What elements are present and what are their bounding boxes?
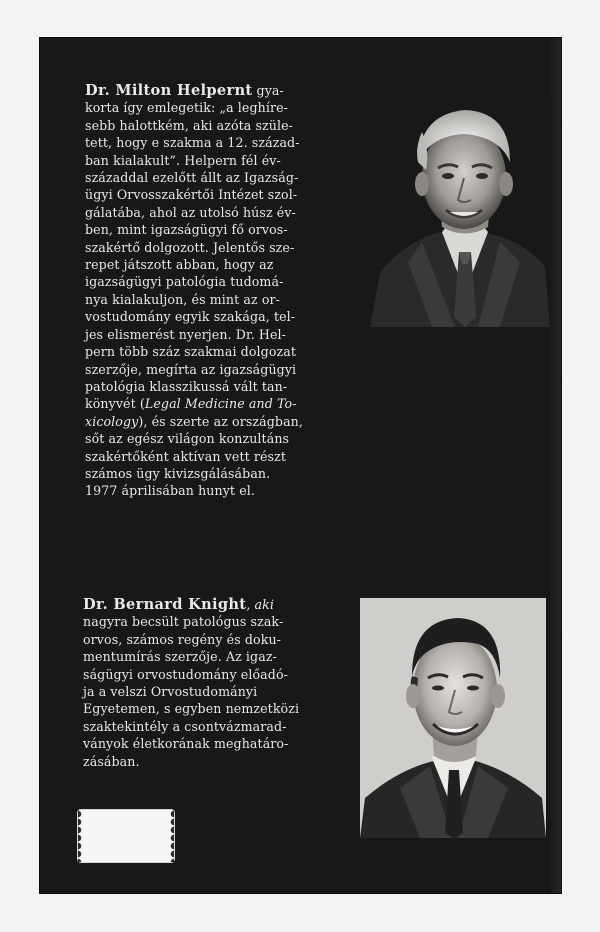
knight-name: Dr. Bernard Knight [83, 596, 247, 613]
helpern-bio-line: igazságügyi patológia tudomá- [85, 274, 284, 290]
helpern-bio-text: könyvét ( [85, 396, 145, 412]
helpern-bio-line: sőt az egész világon konzultáns [85, 431, 290, 447]
helpern-bio-text: ), és szerte az országban, [138, 413, 303, 429]
knight-bio-line: Egyetemen, s egyben nemzetközi [83, 701, 300, 717]
knight-portrait [360, 598, 546, 838]
helpern-name: Dr. Milton Helpernt [85, 82, 253, 99]
knight-bio-line: ványok életkorának meghatáro- [83, 736, 289, 752]
helpern-bio-line: jes elismerést nyerjen. Dr. Hel- [85, 326, 287, 342]
helpern-bio-line: ügyi Orvosszakértői Intézet szol- [85, 187, 298, 203]
knight-bio-line: orvos, számos regény és doku- [83, 631, 282, 647]
helpern-bio-line: gálatába, ahol az utolsó húsz év- [85, 204, 296, 220]
knight-bio-text: , aki [246, 597, 274, 612]
helpern-bio-line-book [85, 395, 465, 412]
knight-bio-line: ja a velszi Orvostudományi [83, 684, 258, 700]
knight-bio-line: szaktekintély a csontvázmarad- [83, 718, 287, 734]
helpern-bio-line: szakértő dolgozott. Jelentős sze- [85, 239, 295, 255]
helpern-bio [85, 82, 465, 500]
helpern-bio-text: gya- [256, 83, 284, 98]
knight-bio-line: zásában. [83, 753, 140, 769]
knight-portrait-image [360, 598, 546, 838]
helpern-bio-line: 1977 áprilisában hunyt el. [85, 483, 255, 499]
helpern-bio-line: századdal ezelőtt állt az Igazság- [85, 170, 299, 186]
knight-bio-line-1 [83, 596, 358, 613]
helpern-bio-line: pern több száz szakmai dolgozat [85, 344, 297, 360]
helpern-bio-line: számos ügy kivizsgálásában. [85, 465, 271, 481]
helpern-bio-line: repet játszott abban, hogy az [85, 257, 274, 273]
helpern-bio-line: tett, hogy e szakma a 12. század- [85, 135, 300, 151]
helpern-bio-line: patológia klasszikussá vált tan- [85, 378, 288, 394]
price-sticker [78, 810, 174, 862]
knight-bio-line: nagyra becsült patológus szak- [83, 614, 284, 630]
helpern-bio-line-book-end [85, 413, 465, 430]
helpern-bio-line: vostudomány egyik szakága, tel- [85, 309, 296, 325]
helpern-bio-line: sebb halottkém, aki azóta szüle- [85, 117, 294, 133]
helpern-bio-line: szerzője, megírta az igazságügyi [85, 361, 297, 377]
helpern-bio-line: korta így emlegetik: „a leghíre- [85, 100, 289, 116]
helpern-bio-line: szakértőként aktívan vett részt [85, 448, 287, 464]
knight-bio-line: mentumírás szerzője. Az igaz- [83, 649, 277, 665]
helpern-bio-line-1 [85, 82, 465, 99]
knight-bio [83, 596, 358, 770]
book-title-part: Legal Medicine and To- [144, 396, 297, 412]
helpern-bio-line: ben, mint igazságügyi fő orvos- [85, 222, 288, 238]
book-title-part: xicology [85, 413, 139, 429]
helpern-bio-line: ban kialakult”. Helpern fél év- [85, 152, 281, 168]
helpern-bio-line: nya kialakuljon, és mint az or- [85, 291, 280, 307]
knight-bio-line: ságügyi orvostudomány előadó- [83, 666, 288, 682]
